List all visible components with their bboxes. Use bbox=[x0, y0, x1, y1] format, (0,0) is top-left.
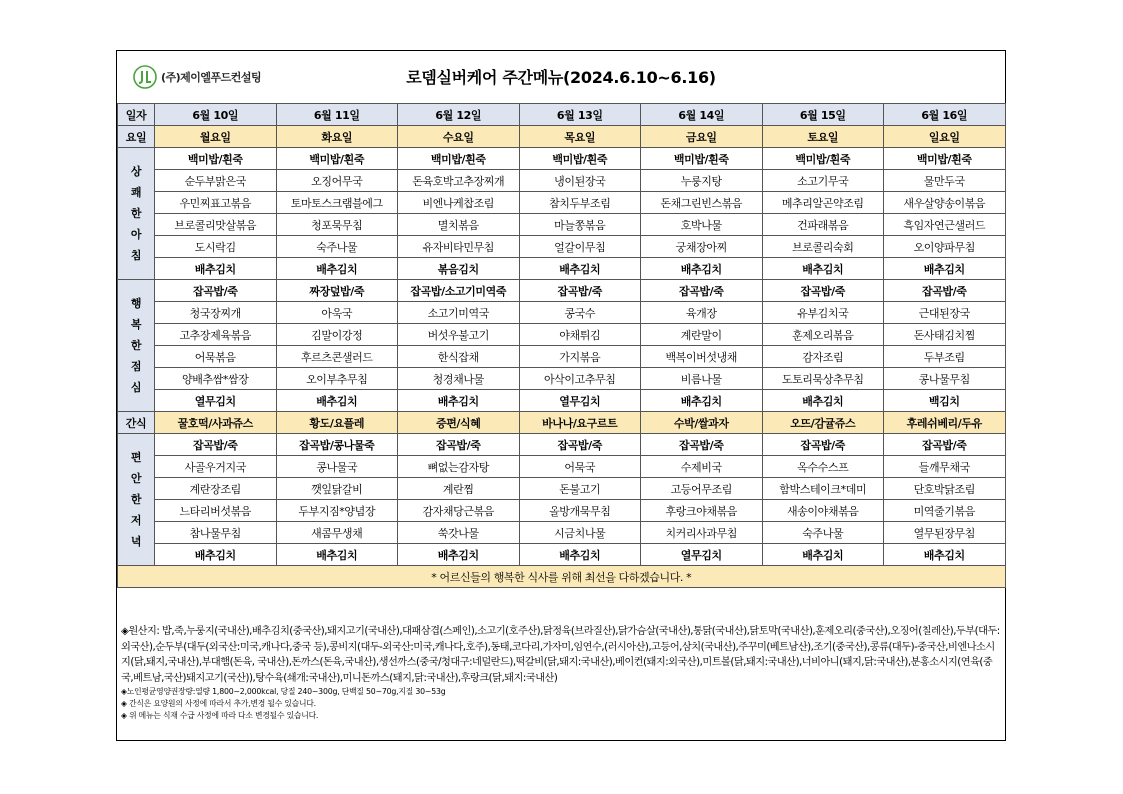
menu-cell: 숙주나물 bbox=[762, 522, 884, 544]
date-cell: 6월 11일 bbox=[276, 104, 398, 126]
snack-cell: 후레쉬베리/두유 bbox=[884, 412, 1006, 434]
menu-cell: 치커리사과무침 bbox=[641, 522, 763, 544]
menu-cell: 백미밥/흰죽 bbox=[519, 148, 641, 170]
menu-cell: 두부조림 bbox=[884, 346, 1006, 368]
menu-cell: 배추김치 bbox=[276, 258, 398, 280]
menu-cell: 돈육호박고추장찌개 bbox=[398, 170, 520, 192]
menu-cell: 올방개묵무침 bbox=[519, 500, 641, 522]
menu-row bbox=[118, 302, 1006, 324]
menu-cell: 감자채당근볶음 bbox=[398, 500, 520, 522]
date-cell: 6월 15일 bbox=[762, 104, 884, 126]
menu-cell: 우민찌표고볶음 bbox=[155, 192, 277, 214]
menu-cell: 잡곡밥/죽 bbox=[641, 280, 763, 302]
menu-cell: 깻잎닭갈비 bbox=[276, 478, 398, 500]
menu-cell: 한식잡채 bbox=[398, 346, 520, 368]
menu-cell: 메추리알곤약조림 bbox=[762, 192, 884, 214]
menu-cell: 계란찜 bbox=[398, 478, 520, 500]
menu-cell: 열무김치 bbox=[641, 544, 763, 566]
menu-cell: 배추김치 bbox=[398, 544, 520, 566]
menu-cell: 배추김치 bbox=[641, 258, 763, 280]
menu-cell: 계란장조림 bbox=[155, 478, 277, 500]
day-cell: 목요일 bbox=[519, 126, 641, 148]
footnote: ◈ 간식은 요양원의 사정에 따라서 추가,변경 될수 있습니다. bbox=[121, 699, 316, 708]
snack-cell: 오뜨/감귤쥬스 bbox=[762, 412, 884, 434]
menu-cell: 콩나물무침 bbox=[884, 368, 1006, 390]
menu-row bbox=[118, 478, 1006, 500]
date-cell: 6월 13일 bbox=[519, 104, 641, 126]
meal-label bbox=[118, 148, 155, 280]
menu-cell: 새콤무생채 bbox=[276, 522, 398, 544]
menu-cell: 시금치나물 bbox=[519, 522, 641, 544]
menu-cell: 소고기무국 bbox=[762, 170, 884, 192]
menu-cell: 청경채나물 bbox=[398, 368, 520, 390]
menu-cell: 참치두부조림 bbox=[519, 192, 641, 214]
menu-cell: 열무김치 bbox=[519, 390, 641, 412]
menu-cell: 배추김치 bbox=[884, 258, 1006, 280]
day-row bbox=[118, 126, 1006, 148]
menu-row bbox=[118, 236, 1006, 258]
menu-cell: 잡곡밥/죽 bbox=[519, 280, 641, 302]
menu-cell: 계란말이 bbox=[641, 324, 763, 346]
menu-cell: 열무된장무침 bbox=[884, 522, 1006, 544]
date-cell: 6월 12일 bbox=[398, 104, 520, 126]
menu-cell: 감자조림 bbox=[762, 346, 884, 368]
menu-cell: 배추김치 bbox=[155, 258, 277, 280]
company-name: (주)제이엘푸드컨설팅 bbox=[161, 71, 262, 84]
menu-cell: 백미밥/흰죽 bbox=[398, 148, 520, 170]
menu-sheet bbox=[116, 50, 1006, 741]
menu-cell: 배추김치 bbox=[276, 390, 398, 412]
menu-cell: 누룽지탕 bbox=[641, 170, 763, 192]
snack-cell: 바나나/요구르트 bbox=[519, 412, 641, 434]
menu-cell: 잡곡밥/죽 bbox=[762, 434, 884, 456]
date-row bbox=[118, 104, 1006, 126]
menu-cell: 양배추쌈*쌈장 bbox=[155, 368, 277, 390]
menu-cell: 콩국수 bbox=[519, 302, 641, 324]
menu-cell: 볶음김치 bbox=[398, 258, 520, 280]
menu-cell: 버섯우불고기 bbox=[398, 324, 520, 346]
snack-row bbox=[118, 412, 1006, 434]
menu-cell: 백미밥/흰죽 bbox=[762, 148, 884, 170]
menu-cell: 배추김치 bbox=[155, 544, 277, 566]
menu-cell: 도시락김 bbox=[155, 236, 277, 258]
menu-cell: 토마토스크램블에그 bbox=[276, 192, 398, 214]
menu-row bbox=[118, 544, 1006, 566]
origin-info: ◈원산지: 밥,죽,누룽지(국내산),배추김치(중국산),돼지고기(국내산),대패삼겹(스페인),소고기(호주산),닭정육(브라질산),닭가슴살(국내산),통닭(국내산),닭토막(국내산),훈제오리(중국산),오징어(칠레산),두부(대두:외국산),순두부(대두(외국산:미국,캐나다,중국 등),콩비지(대두-외국산:미국,캐나다,호주),동태,코다리,가자미,임연수,(러시아산),고등어,삼치(국내산),주꾸미(베트남산),조기(중국산),콩류(대두)-중국산,비엔나소시지(닭,돼지,국내산),부대햄(돈육, 국내산),돈까스(돈육,국내산),생선까스(중국/청대구:네덜란드),떡갈비(닭,돼지:국내산),베이컨(돼지:외국산),미트볼(닭,돼지:국내산),너비아니(돼지,닭:국내산),분홍소시지(연육(중국,베트남,국산)돼지고기(국산)),탕수육(쇄개:국내산),미니돈까스(돼지,닭:국내산),후랑크(닭,돼지:국내산) bbox=[121, 626, 1000, 684]
menu-cell: 백김치 bbox=[884, 390, 1006, 412]
day-cell: 화요일 bbox=[276, 126, 398, 148]
date-cell: 6월 10일 bbox=[155, 104, 277, 126]
meal-label-text: 상쾌한아침 bbox=[130, 165, 142, 262]
day-cell: 월요일 bbox=[155, 126, 277, 148]
menu-cell: 쑥갓나물 bbox=[398, 522, 520, 544]
menu-cell: 배추김치 bbox=[276, 544, 398, 566]
menu-cell: 잡곡밥/죽 bbox=[884, 280, 1006, 302]
meal-label-text: 편안한저녁 bbox=[130, 451, 142, 548]
menu-row bbox=[118, 148, 1006, 170]
note-row bbox=[118, 566, 1006, 588]
menu-cell: 미역줄기볶음 bbox=[884, 500, 1006, 522]
menu-cell: 잡곡밥/콩나물죽 bbox=[276, 434, 398, 456]
menu-row bbox=[118, 522, 1006, 544]
date-cell: 6월 16일 bbox=[884, 104, 1006, 126]
menu-cell: 순두부맑은국 bbox=[155, 170, 277, 192]
menu-cell: 잡곡밥/죽 bbox=[641, 434, 763, 456]
menu-cell: 백복이버섯냉채 bbox=[641, 346, 763, 368]
menu-cell: 뼈없는감자탕 bbox=[398, 456, 520, 478]
menu-cell: 잡곡밥/죽 bbox=[762, 280, 884, 302]
menu-cell: 옥수수스프 bbox=[762, 456, 884, 478]
menu-cell: 배추김치 bbox=[519, 544, 641, 566]
menu-cell: 육개장 bbox=[641, 302, 763, 324]
menu-cell: 호박나물 bbox=[641, 214, 763, 236]
menu-cell: 돈불고기 bbox=[519, 478, 641, 500]
snack-cell: 황도/요플레 bbox=[276, 412, 398, 434]
footnote: ◈노인평균영양권장량:열량 1,800~2,000kcal, 당질 240~300g, 단백질 50~70g,지질 30~53g bbox=[121, 687, 446, 696]
menu-row bbox=[118, 390, 1006, 412]
meal-label bbox=[118, 280, 155, 412]
menu-cell: 훈제오리볶음 bbox=[762, 324, 884, 346]
menu-cell: 오이양파무침 bbox=[884, 236, 1006, 258]
menu-cell: 어묵볶음 bbox=[155, 346, 277, 368]
menu-cell: 멸치볶음 bbox=[398, 214, 520, 236]
menu-cell: 느타리버섯볶음 bbox=[155, 500, 277, 522]
day-cell: 금요일 bbox=[641, 126, 763, 148]
menu-cell: 짜장덮밥/죽 bbox=[276, 280, 398, 302]
menu-cell: 새송이야채볶음 bbox=[762, 500, 884, 522]
menu-row bbox=[118, 346, 1006, 368]
menu-cell: 배추김치 bbox=[519, 258, 641, 280]
menu-row bbox=[118, 324, 1006, 346]
menu-cell: 배추김치 bbox=[398, 390, 520, 412]
snack-cell: 증편/식혜 bbox=[398, 412, 520, 434]
menu-cell: 마늘쫑볶음 bbox=[519, 214, 641, 236]
menu-cell: 아욱국 bbox=[276, 302, 398, 324]
menu-cell: 고등어무조림 bbox=[641, 478, 763, 500]
menu-cell: 새우살양송이볶음 bbox=[884, 192, 1006, 214]
menu-cell: 배추김치 bbox=[762, 258, 884, 280]
menu-cell: 물만두국 bbox=[884, 170, 1006, 192]
meal-label bbox=[118, 434, 155, 566]
menu-cell: 브로콜리숙회 bbox=[762, 236, 884, 258]
menu-cell: 얼갈이무침 bbox=[519, 236, 641, 258]
row-label: 간식 bbox=[118, 412, 155, 434]
menu-cell: 참나물무침 bbox=[155, 522, 277, 544]
menu-cell: 잡곡밥/죽 bbox=[519, 434, 641, 456]
menu-cell: 흑임자연근샐러드 bbox=[884, 214, 1006, 236]
footer-notes bbox=[117, 621, 1005, 722]
footnote: ◈ 위 메뉴는 식재 수급 사정에 따라 다소 변경될수 있습니다. bbox=[121, 711, 319, 720]
menu-row bbox=[118, 258, 1006, 280]
menu-cell: 건파래볶음 bbox=[762, 214, 884, 236]
menu-cell: 배추김치 bbox=[641, 390, 763, 412]
day-cell: 일요일 bbox=[884, 126, 1006, 148]
snack-cell: 수박/쌀과자 bbox=[641, 412, 763, 434]
page-title: 로뎀실버케어 주간메뉴(2024.6.10~6.16) bbox=[406, 68, 716, 87]
menu-cell: 가지볶음 bbox=[519, 346, 641, 368]
menu-cell: 아삭이고추무침 bbox=[519, 368, 641, 390]
menu-cell: 단호박닭조림 bbox=[884, 478, 1006, 500]
menu-cell: 오이부추무침 bbox=[276, 368, 398, 390]
menu-cell: 돈채그린빈스볶음 bbox=[641, 192, 763, 214]
menu-cell: 잡곡밥/죽 bbox=[398, 434, 520, 456]
menu-cell: 사골우거지국 bbox=[155, 456, 277, 478]
menu-cell: 두부지짐*양념장 bbox=[276, 500, 398, 522]
menu-cell: 함박스테이크*데미 bbox=[762, 478, 884, 500]
menu-row bbox=[118, 192, 1006, 214]
menu-row bbox=[118, 280, 1006, 302]
menu-row bbox=[118, 434, 1006, 456]
menu-cell: 백미밥/흰죽 bbox=[276, 148, 398, 170]
row-label: 일자 bbox=[118, 104, 155, 126]
menu-row bbox=[118, 214, 1006, 236]
menu-row bbox=[118, 170, 1006, 192]
menu-cell: 브로콜리맛살볶음 bbox=[155, 214, 277, 236]
menu-cell: 오징어무국 bbox=[276, 170, 398, 192]
meal-label-text: 행복한점심 bbox=[130, 297, 142, 394]
menu-cell: 유자비타민무침 bbox=[398, 236, 520, 258]
menu-cell: 청국장찌개 bbox=[155, 302, 277, 324]
day-cell: 토요일 bbox=[762, 126, 884, 148]
menu-cell: 김말이강정 bbox=[276, 324, 398, 346]
menu-cell: 잡곡밥/죽 bbox=[155, 280, 277, 302]
menu-cell: 유부김치국 bbox=[762, 302, 884, 324]
menu-cell: 후르츠콘샐러드 bbox=[276, 346, 398, 368]
menu-cell: 잡곡밥/소고기미역죽 bbox=[398, 280, 520, 302]
menu-cell: 어묵국 bbox=[519, 456, 641, 478]
menu-cell: 도토리묵상추무침 bbox=[762, 368, 884, 390]
menu-cell: 배추김치 bbox=[884, 544, 1006, 566]
row-label: 요일 bbox=[118, 126, 155, 148]
menu-cell: 청포묵무침 bbox=[276, 214, 398, 236]
date-cell: 6월 14일 bbox=[641, 104, 763, 126]
menu-cell: 백미밥/흰죽 bbox=[155, 148, 277, 170]
menu-cell: 냉이된장국 bbox=[519, 170, 641, 192]
menu-cell: 비름나물 bbox=[641, 368, 763, 390]
menu-cell: 배추김치 bbox=[762, 390, 884, 412]
menu-cell: 열무김치 bbox=[155, 390, 277, 412]
snack-cell: 꿀호떡/사과쥬스 bbox=[155, 412, 277, 434]
menu-cell: 고추장제육볶음 bbox=[155, 324, 277, 346]
menu-cell: 근대된장국 bbox=[884, 302, 1006, 324]
menu-cell: 야채튀김 bbox=[519, 324, 641, 346]
menu-cell: 돈사태김치찜 bbox=[884, 324, 1006, 346]
menu-cell: 배추김치 bbox=[762, 544, 884, 566]
day-cell: 수요일 bbox=[398, 126, 520, 148]
menu-cell: 궁채장아찌 bbox=[641, 236, 763, 258]
menu-cell: 잡곡밥/죽 bbox=[155, 434, 277, 456]
menu-cell: 소고기미역국 bbox=[398, 302, 520, 324]
weekly-menu-table bbox=[117, 103, 1006, 588]
menu-cell: 백미밥/흰죽 bbox=[641, 148, 763, 170]
menu-cell: 후랑크야채볶음 bbox=[641, 500, 763, 522]
menu-row bbox=[118, 368, 1006, 390]
menu-row bbox=[118, 500, 1006, 522]
menu-cell: 잡곡밥/죽 bbox=[884, 434, 1006, 456]
menu-cell: 백미밥/흰죽 bbox=[884, 148, 1006, 170]
menu-cell: 수제비국 bbox=[641, 456, 763, 478]
closing-note: * 어르신들의 행복한 식사를 위해 최선을 다하겠습니다. * bbox=[118, 566, 1006, 588]
menu-row bbox=[118, 456, 1006, 478]
menu-cell: 비엔나케찹조림 bbox=[398, 192, 520, 214]
menu-cell: 콩나물국 bbox=[276, 456, 398, 478]
sheet-header bbox=[117, 51, 1005, 103]
menu-cell: 들깨무채국 bbox=[884, 456, 1006, 478]
menu-cell: 숙주나물 bbox=[276, 236, 398, 258]
